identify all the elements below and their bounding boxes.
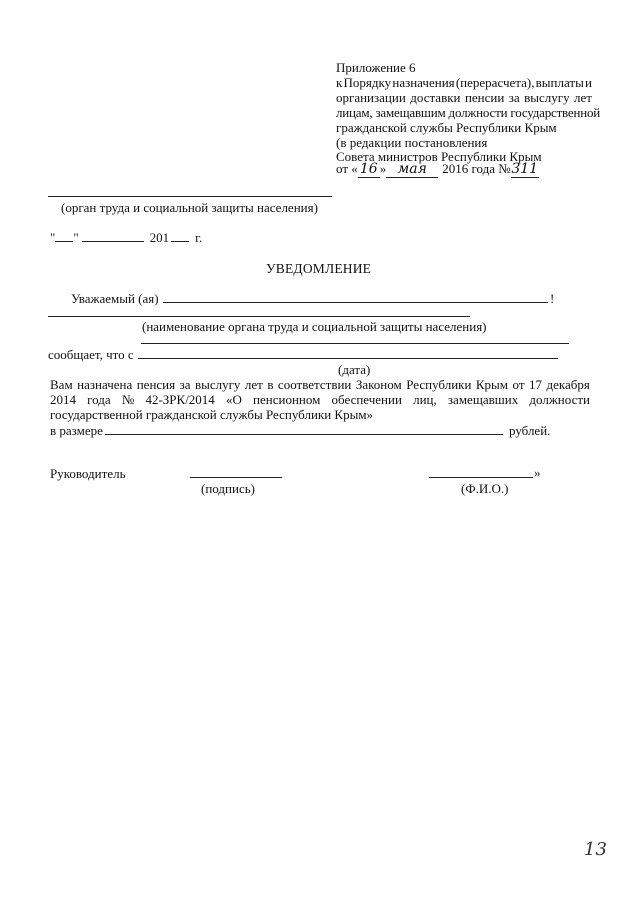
authority-caption: (орган труда и социальной защиты населения) — [61, 200, 318, 215]
appendix-line-5: гражданской службы Республики Крым — [336, 120, 557, 135]
notice-title: УВЕДОМЛЕНИЕ — [266, 261, 372, 276]
authority-name-field[interactable] — [48, 316, 470, 317]
amount-unit: рублей. — [509, 423, 551, 438]
amount-field[interactable] — [105, 434, 503, 435]
amount-label: в размере — [50, 423, 103, 438]
appendix-date-line: от « 16 » мая 2016 года №311 — [336, 161, 539, 177]
salutation-label: Уважаемый (ая) — [71, 291, 159, 306]
body-line-3: государственной гражданской службы Республики Крым» — [50, 407, 374, 422]
handwritten-day: 16 — [358, 162, 380, 178]
appendix-title: Приложение 6 — [336, 60, 416, 75]
blank-line-extra[interactable] — [141, 343, 569, 344]
day-blank[interactable] — [55, 241, 73, 242]
authority-underline[interactable] — [48, 196, 332, 197]
month-blank[interactable] — [82, 241, 144, 242]
body-line-2: 2014 года № 42-ЗРК/2014 «О пенсионном обеспечении лиц, замещавших должности — [50, 392, 590, 407]
appendix-line-2: к Порядку назначения (перерасчета), выплаты и — [336, 75, 592, 90]
appendix-line-7: Совета министров Республики Крым — [336, 149, 542, 164]
handwritten-month: мая — [386, 162, 438, 178]
authority-name-caption: (наименование органа труда и социальной защиты населения) — [142, 319, 487, 334]
informs-label: сообщает, что с — [48, 347, 134, 362]
full-name-caption: (Ф.И.О.) — [461, 481, 509, 496]
recipient-name-field[interactable] — [163, 302, 548, 303]
start-date-field[interactable] — [138, 358, 558, 359]
page-number: 13 — [584, 839, 607, 860]
signature-caption: (подпись) — [201, 481, 255, 496]
year-blank[interactable] — [171, 241, 189, 242]
date-caption: (дата) — [338, 362, 371, 377]
appendix-line-3: организации доставки пенсии за выслугу лет — [336, 90, 592, 105]
full-name-end: » — [534, 465, 541, 480]
head-label: Руководитель — [50, 466, 126, 481]
full-name-field[interactable] — [429, 477, 533, 478]
body-line-1: Вам назначена пенсия за выслугу лет в соответствии Законом Республики Крым от 17 декабря — [50, 377, 590, 392]
appendix-line-6: (в редакции постановления — [336, 135, 488, 150]
salutation-end: ! — [550, 291, 555, 306]
handwritten-number: 311 — [511, 161, 539, 177]
appendix-line-4: лицам, замещавшим должности государственной — [336, 105, 601, 120]
issue-date-line: " " 201 г. — [50, 230, 203, 245]
signature-field[interactable] — [190, 477, 282, 478]
